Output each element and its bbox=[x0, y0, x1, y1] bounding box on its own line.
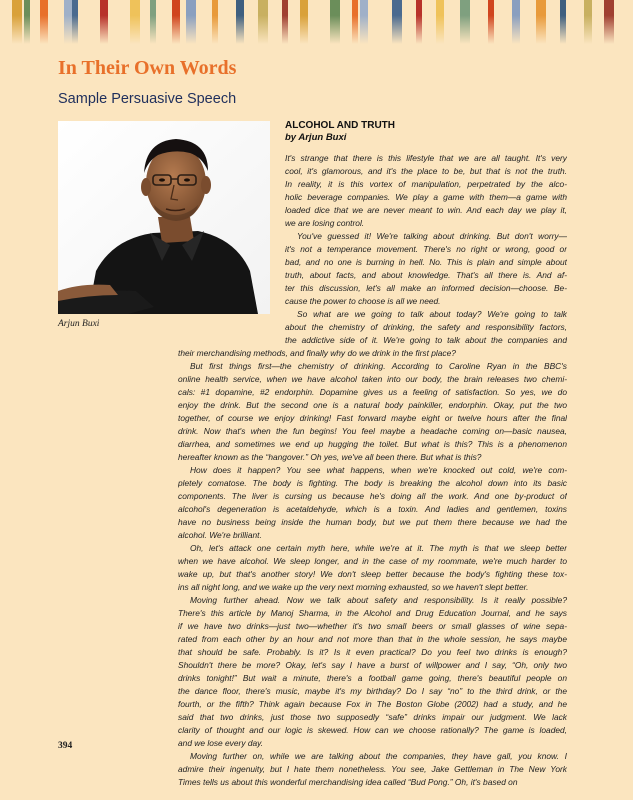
speech-title: ALCOHOL AND TRUTH bbox=[285, 120, 395, 131]
speech-line: online health service, when we have alcohol taken into our body, the brain releases two chemi- bbox=[178, 374, 567, 384]
speech-line: Shouldn't there be more? Okay, let's say I have a burst of willpower and I say, “Oh, only two bbox=[178, 660, 567, 670]
speech-line: together, of course we enjoy drinking! Fast forward maybe eight or twelve hours after the final bbox=[178, 413, 567, 423]
speech-line: So what are we going to talk about today? We're going to talk bbox=[297, 309, 567, 319]
speech-line: hereafter known as the “hangover.” Oh yes, we've all been there. But what is this? bbox=[178, 452, 482, 462]
decorative-color-stripes bbox=[0, 0, 633, 44]
speech-line: It's strange that there is this lifestyle that we are all taught. It's very bbox=[285, 153, 567, 163]
page-subtitle: Sample Persuasive Speech bbox=[58, 91, 237, 107]
speech-line: There's this article by Manoj Sharma, in the Alcohol and Drug Education Journal, and he says bbox=[178, 608, 567, 618]
speech-line: bad, and no one is burning in hell. No. This is plain and simple about bbox=[285, 257, 567, 267]
speech-line: said that two drinks, just those two supposedly “safe” drinks impair our judgment. We lack bbox=[178, 712, 567, 722]
speech-line: fourth, or the fifth? Think again because Fox in The Boston Globe (2002) had a study, and he bbox=[178, 699, 567, 709]
speech-author: by Arjun Buxi bbox=[285, 132, 347, 143]
speech-line: admire their ingenuity, but I hate them nonetheless. You see, Jake Gettleman in The New York bbox=[178, 764, 567, 774]
speech-line: when we have alcohol. We sleep longer, and in the case of my roommate, we're much harder to bbox=[178, 556, 567, 566]
speech-line: diarrhea, and sometimes we end up hugging the toilet. But what is this? This is a phenomenon bbox=[178, 439, 567, 449]
speech-line: How does it happen? You see what happens, when we're knocked out cold, we're com- bbox=[190, 465, 567, 475]
speech-line: rated from each other by an hour and not more than that in the whole session, he says maybe bbox=[178, 634, 567, 644]
speech-line: their merchandising methods, and finally why do we drink in the first place? bbox=[178, 348, 456, 358]
speech-line: we are losing control. bbox=[285, 218, 365, 228]
speech-line: drink. Now that's when the fun begins! You feel maybe a headache coming on—basic nausea, bbox=[178, 426, 567, 436]
page-number: 394 bbox=[58, 741, 73, 751]
speech-line: about the chemistry of drinking, the safety and responsibility factors, bbox=[285, 322, 567, 332]
speech-line: components. The liver is cursing us because he's doing all the work. And one by-product of bbox=[178, 491, 567, 501]
speech-line: Times tells us about this wonderful merchandising idea called “Bud Pong.” Oh, it's based on bbox=[178, 777, 518, 787]
speech-line: the addictive side of it. We're going to talk about the companies and bbox=[285, 335, 567, 345]
speech-line: alcohol's degeneration is acetaldehyde, which is a toxin. And ladies and gentlemen, toxins bbox=[178, 504, 567, 514]
speech-line: pletely comatose. The body is fighting. The body is breaking the alcohol down into its basic bbox=[178, 478, 567, 488]
speech-line: enjoy the drink. But the second one is a natural body painkiller, endorphin. Okay, put the two bbox=[178, 400, 567, 410]
speech-line: ins all night long, and we wake up the very next morning exhausted, so we haven't slept better. bbox=[178, 582, 529, 592]
speech-line: clarity of thought and our logic is skewed. How can we choose rationally? The game is loaded, bbox=[178, 725, 567, 735]
speech-line: loaded dice that we are never meant to win. And each day we play it, bbox=[285, 205, 567, 215]
speech-line: truth, about facts, and about knowledge. That's all there is. And af- bbox=[285, 270, 567, 280]
photo-caption: Arjun Buxi bbox=[58, 319, 100, 329]
speaker-photo bbox=[58, 121, 270, 314]
speech-line: Moving further ahead. Now we talk about safety and responsibility. Is it really possible? bbox=[190, 595, 567, 605]
speech-line: But first things first—the chemistry of drinking. According to Caroline Ryan in the BBC's bbox=[190, 361, 567, 371]
stripe-fade bbox=[0, 0, 633, 44]
speech-line: ter this discussion, let's all make an informed decision—choose. Be- bbox=[285, 283, 567, 293]
speech-line: if we have two drinks—just two—whether it's two small beers or small glasses of wine sepa- bbox=[178, 621, 567, 631]
speech-line: You've guessed it! We're talking about drinking. But don't worry— bbox=[297, 231, 567, 241]
speech-line: cause the power to choose is all we need. bbox=[285, 296, 441, 306]
speech-line: alcohol. We're brilliant. bbox=[178, 530, 262, 540]
speech-line: Oh, let's attack one certain myth here, while we're at it. The myth is that we sleep better bbox=[190, 543, 567, 553]
speech-line: and we lose every day. bbox=[178, 738, 264, 748]
speech-line: wake up, but that's another story! We don't sleep better because the body's fighting these tox- bbox=[178, 569, 567, 579]
speech-line: it's not a temperance movement. There's no right or wrong, good or bbox=[285, 244, 567, 254]
speech-line: that should be safe. Probably. Is it? Is it even practical? Do you feel two drinks is enough? bbox=[178, 647, 567, 657]
page-title: In Their Own Words bbox=[58, 57, 237, 79]
speech-line: drinks tonight!” But wait a minute, there's a football game going, there's beautiful people on bbox=[178, 673, 567, 683]
speech-line: holic beverage companies. We play a game with them—a game with bbox=[285, 192, 567, 202]
speech-line: cool, it's glamorous, and it's the place to be, but that is not the truth. bbox=[285, 166, 567, 176]
speech-line: Moving further on, while we are talking about the companies, they have gall, you know. I bbox=[190, 751, 567, 761]
speech-line: In reality, it is this vortex of manipulation, perpetrated by the alco- bbox=[285, 179, 567, 189]
speech-line: the dance floor, there's music, maybe it's my birthday? Do I say “no” to the third drink, or the bbox=[178, 686, 567, 696]
speech-line: have no business being inside the human body, but we put them there because we had the bbox=[178, 517, 567, 527]
speech-line: cals: #1 dopamine, #2 endorphin. Dopamine gives us a feeling of satisfaction. So yes, we do bbox=[178, 387, 567, 397]
